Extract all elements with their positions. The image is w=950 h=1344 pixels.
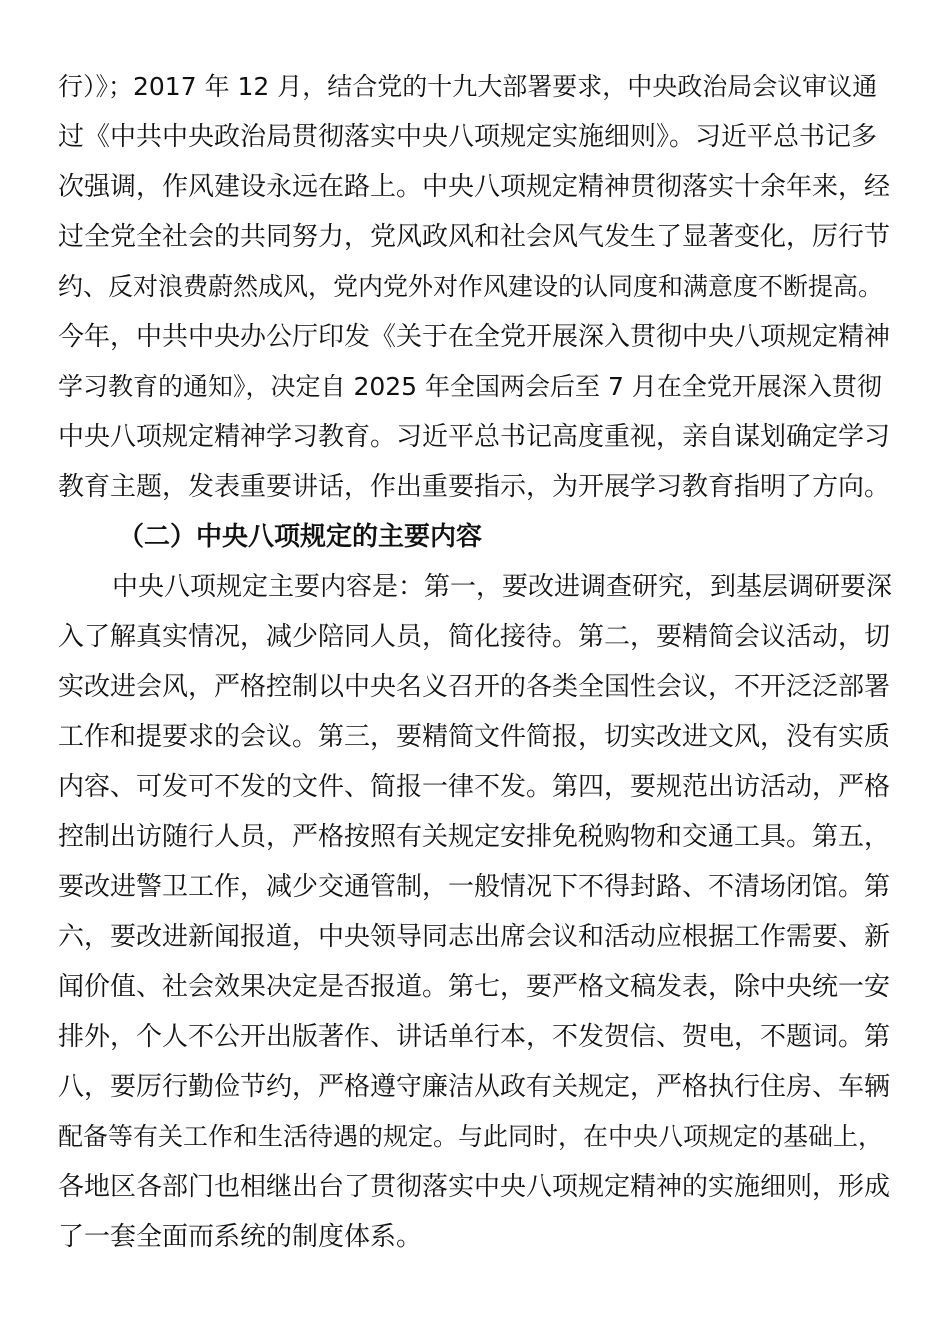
- text-line: 中央八项规定主要内容是：第一，要改进调查研究，到基层调研要深: [112, 572, 893, 602]
- text-line: 闻价值、社会效果决定是否报道。第七，要严格文稿发表，除中央统一安: [58, 972, 891, 1002]
- text-line: 教育主题，发表重要讲话，作出重要指示，为开展学习教育指明了方向。: [58, 472, 891, 502]
- text-line: 要改进警卫工作，减少交通管制，一般情况下不得封路、不清场闭馆。第: [58, 872, 891, 902]
- text-line: 工作和提要求的会议。第三，要精简文件简报，切实改进文风，没有实质: [58, 722, 891, 752]
- text-line: 约、反对浪费蔚然成风，党内党外对作风建设的认同度和满意度不断提高。: [58, 272, 884, 301]
- text-line: 行）》；2017 年 12 月，结合党的十九大部署要求，中央政治局会议审议通: [58, 72, 878, 101]
- text-line: 入了解真实情况，减少陪同人员，简化接待。第二，要精简会议活动，切: [58, 622, 891, 652]
- text-line: 配备等有关工作和生活待遇的规定。与此同时，在中央八项规定的基础上，: [58, 1122, 884, 1151]
- text-line: 控制出访随行人员，严格按照有关规定安排免税购物和交通工具。第五，: [58, 822, 891, 852]
- text-line: 学习教育的通知》，决定自 2025 年全国两会后至 7 月在全党开展深入贯彻: [58, 372, 882, 401]
- text-line: 内容、可发可不发的文件、简报一律不发。第四，要规范出访活动，严格: [58, 772, 891, 802]
- text-line: 今年，中共中央办公厅印发《关于在全党开展深入贯彻中央八项规定精神: [58, 322, 891, 352]
- text-line: 中央八项规定精神学习教育。习近平总书记高度重视，亲自谋划确定学习: [58, 422, 891, 452]
- text-line: 各地区各部门也相继出台了贯彻落实中央八项规定精神的实施细则，形成: [58, 1172, 891, 1202]
- text-line: 过《中共中央政治局贯彻落实中央八项规定实施细则》。习近平总书记多: [58, 122, 878, 152]
- text-line: 实改进会风，严格控制以中央名义召开的各类全国性会议，不开泛泛部署: [58, 672, 891, 702]
- text-line: 了一套全面而系统的制度体系。: [58, 1222, 423, 1252]
- text-line: 过全党全社会的共同努力，党风政风和社会风气发生了显著变化，厉行节: [58, 222, 891, 252]
- text-line: 六，要改进新闻报道，中央领导同志出席会议和活动应根据工作需要、新: [58, 922, 891, 952]
- text-line: 排外，个人不公开出版著作、讲话单行本，不发贺信、贺电，不题词。第: [58, 1022, 891, 1052]
- text-line: 八，要厉行勤俭节约，严格遵守廉洁从政有关规定，严格执行住房、车辆: [58, 1072, 891, 1102]
- text-line: 次强调，作风建设永远在路上。中央八项规定精神贯彻落实十余年来，经: [58, 172, 891, 202]
- section-heading: （二）中央八项规定的主要内容: [118, 522, 483, 552]
